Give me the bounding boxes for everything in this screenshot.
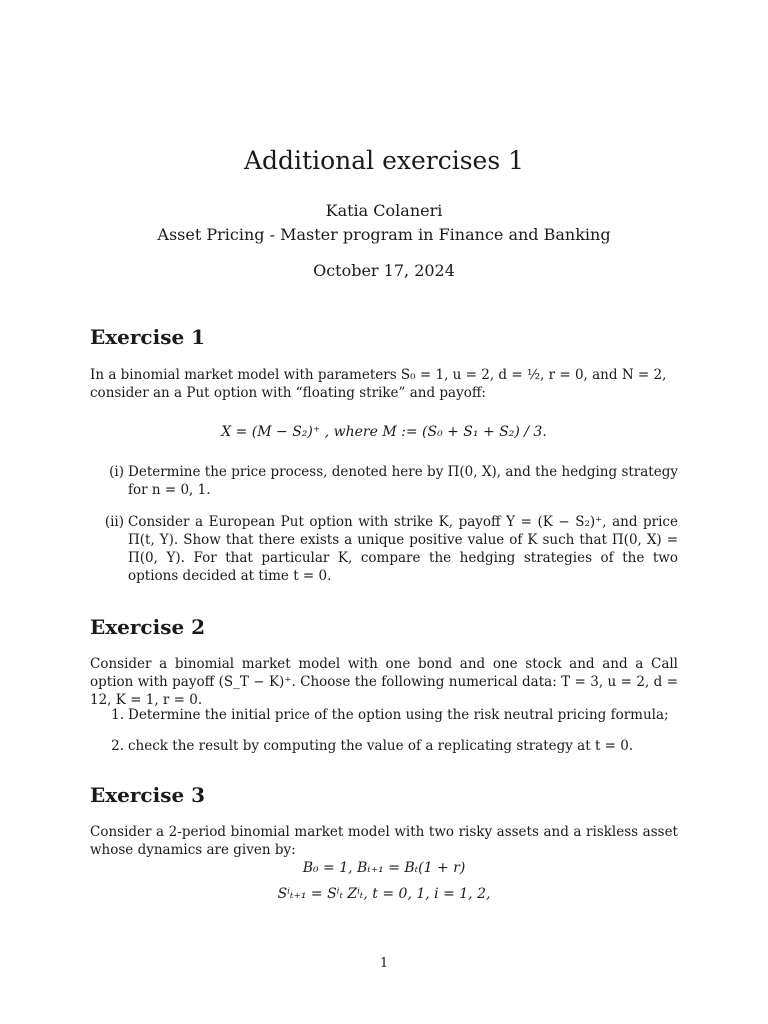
author-name: Katia Colaneri <box>325 201 443 220</box>
exercise-2-heading: Exercise 2 <box>90 615 206 639</box>
exercise-2-intro: Consider a binomial market model with one bond and one stock and and a Call option with payoff (S_T − K)⁺. Choose the following numerical data: T = 3, u = 2, d = 12, K = 1, r = 0. <box>90 656 678 708</box>
item-text: check the result by computing the value of a replicating strategy at t = 0. <box>128 738 634 754</box>
exercise-3-stock-equation: Sⁱₜ₊₁ = Sⁱₜ Zⁱₜ, t = 0, 1, i = 1, 2, <box>277 886 491 902</box>
course-name: Asset Pricing - Master program in Finance and Banking <box>157 225 611 244</box>
item-text: Determine the initial price of the option using the risk neutral pricing formula; <box>128 707 669 723</box>
item-text: Consider a European Put option with strike K, payoff Y = (K − S₂)⁺, and price Π(t, Y). Show that there exists a unique positive value of K such that Π(0, X) = Π(0, Y). For that particular K, compare the hedging strategies of the two options decided at time t = 0. <box>128 514 678 584</box>
item-label: (ii) <box>104 514 124 530</box>
exercise-1-heading: Exercise 1 <box>90 325 206 349</box>
item-label: (i) <box>109 464 124 480</box>
item-text: Determine the price process, denoted here by Π(0, X), and the hedging strategy for n = 0, 1. <box>128 464 678 498</box>
exercise-1-payoff-formula: X = (M − S₂)⁺ , where M := (S₀ + S₁ + S₂) / 3. <box>221 424 547 440</box>
exercise-3-bond-equation: B₀ = 1, Bₜ₊₁ = Bₜ(1 + r) <box>302 860 466 876</box>
exercise-3-intro: Consider a 2-period binomial market model with two risky assets and a riskless asset whose dynamics are given by: <box>90 824 678 858</box>
item-label: 2. <box>111 738 124 754</box>
exercise-3-heading: Exercise 3 <box>90 783 206 807</box>
item-label: 1. <box>111 707 124 723</box>
exercise-1-intro-line1: In a binomial market model with parameters S₀ = 1, u = 2, d = ½, r = 0, and N = 2, <box>90 367 667 383</box>
exercise-2-item-2 <box>96 737 678 757</box>
exercise-1-item-i <box>96 463 678 503</box>
exercise-2-item-1 <box>96 706 678 726</box>
page-number: 1 <box>379 956 389 971</box>
paper-title: Additional exercises 1 <box>243 146 525 175</box>
exercise-1-item-ii <box>96 513 678 589</box>
exercise-1-intro-line2: consider an a Put option with “floating strike” and payoff: <box>90 385 486 401</box>
paper-date: October 17, 2024 <box>313 261 455 280</box>
